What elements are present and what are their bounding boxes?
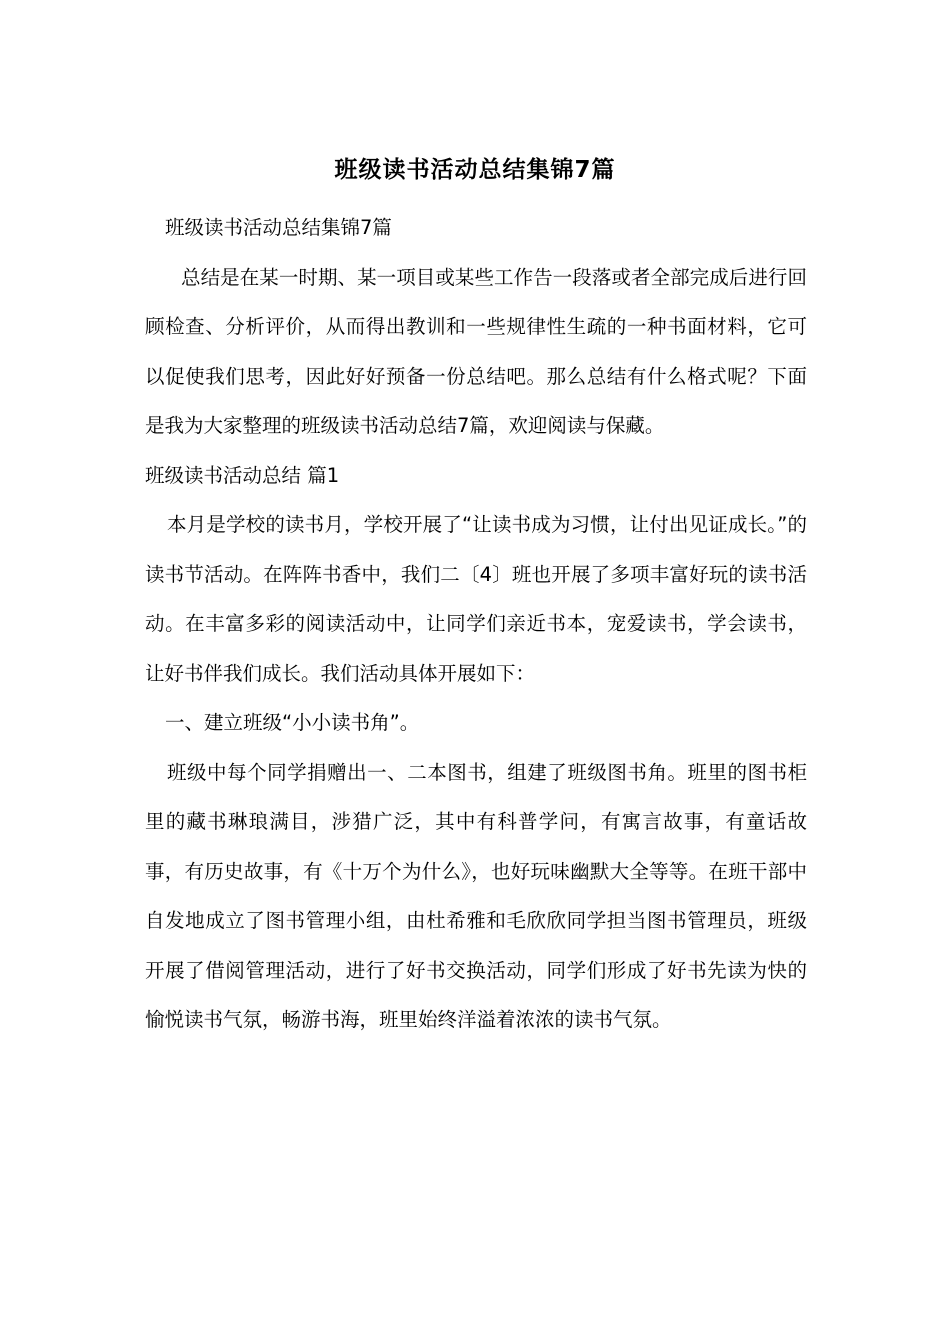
- intro-paragraph: 总结是在某一时期、某一项目或某些工作告一段落或者全部完成后进行回顾检查、分析评价，从而得出教训和一些规律性生疏的一种书面材料，它可以促使我们思考，因此好好预备一份总结吧。那么总结有什么格式呢？下面是我为大家整理的班级读书活动总结7篇，欢迎阅读与保藏。: [145, 265, 807, 437]
- section-heading: 班级读书活动总结 篇1: [145, 463, 340, 487]
- document-title: 班级读书活动总结集锦7篇: [334, 157, 616, 183]
- subtitle-paragraph: 班级读书活动总结集锦7篇: [165, 216, 392, 239]
- list-heading: 一、建立班级“小小读书角”。: [165, 711, 420, 734]
- body-paragraph: 本月是学校的读书月，学校开展了“让读书成为习惯，让付出见证成长。”的读书节活动。在阵阵书香中，我们二〔4〕班也开展了多项丰富好玩的读书活动。在丰富多彩的阅读活动中，让同学们亲近书本，宠爱读书，学会读书，让好书伴我们成长。我们活动具体开展如下：: [145, 513, 807, 685]
- body-paragraph: 班级中每个同学捐赠出一、二本图书，组建了班级图书角。班里的图书柜里的藏书琳琅满目，涉猎广泛，其中有科普学问，有寓言故事，有童话故事，有历史故事，有《十万个为什么》，也好玩味幽默大全等等。在班干部中自发地成立了图书管理小组，由杜希雅和毛欣欣同学担当图书管理员，班级开展了借阅管理活动，进行了好书交换活动，同学们形成了好书先读为快的愉悦读书气氛，畅游书海，班里始终洋溢着浓浓的读书气氛。: [145, 760, 807, 1031]
- document-body: [145, 203, 807, 1045]
